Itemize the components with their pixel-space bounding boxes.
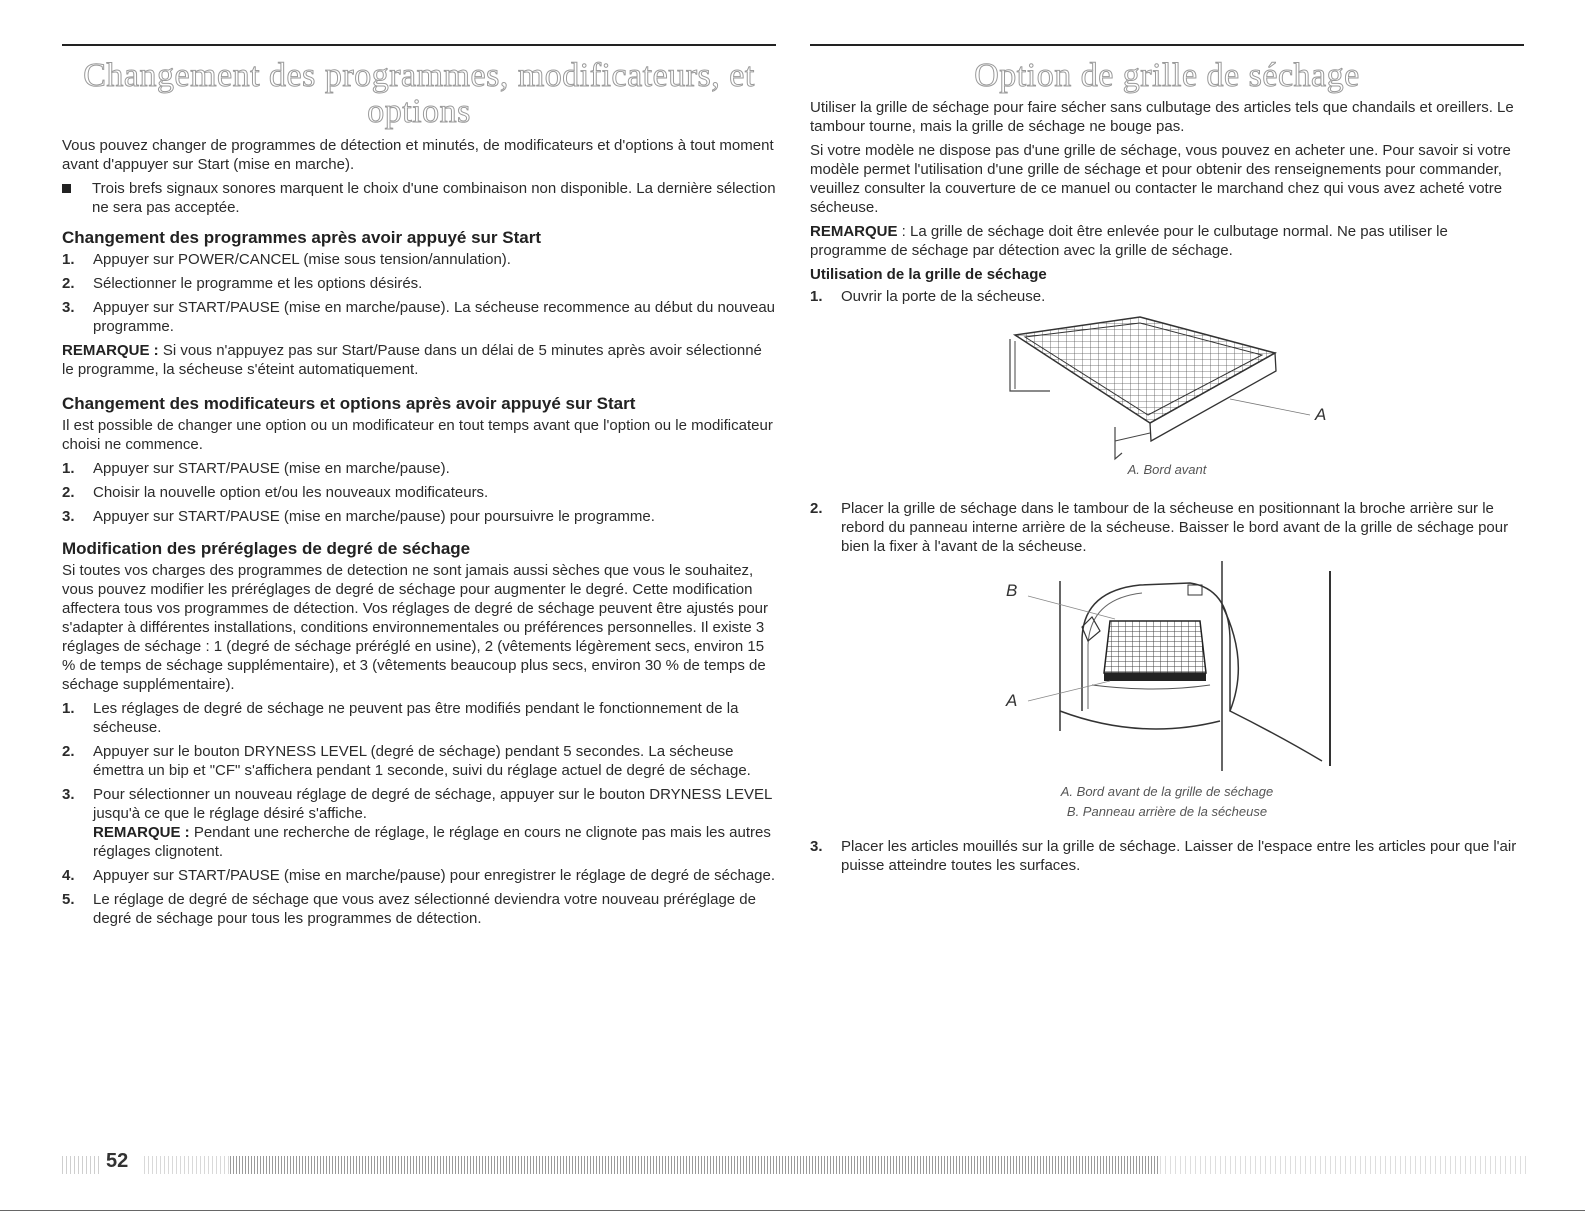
step-text: Ouvrir la porte de la sécheuse. [841, 288, 1046, 305]
page-title: Changement des programmes, modificateurs, et options [83, 57, 755, 130]
intro-paragraph: Vous pouvez changer de programmes de détection et minutés, de modificateurs et d'options à tout moment avant d'appuyer sur Start (mise en marche). [62, 137, 774, 173]
note-text: Si vous n'appuyez pas sur Start/Pause dans un délai de 5 minutes après avoir sélectionné le programme, la sécheuse s'éteint automatiquement. [62, 342, 762, 378]
step-list [810, 837, 1524, 875]
rack-in-dryer-illustration [810, 561, 1524, 781]
step-text: Appuyer sur START/PAUSE (mise en marche/pause) pour enregistrer le réglage de degré de séchage. [93, 867, 776, 884]
footer-band [144, 1156, 230, 1174]
list-item [62, 274, 776, 293]
step-text: Appuyer sur le bouton DRYNESS LEVEL (degré de séchage) pendant 5 secondes. La sécheuse émettra un bip et "CF" s'affichera pendant 1 seconde, suivi du réglage actuel de degré de séchage. [93, 743, 751, 779]
list-item [810, 287, 1524, 306]
step-text: Appuyer sur POWER/CANCEL (mise sous tension/annulation). [93, 251, 511, 268]
paragraph: Utiliser la grille de séchage pour faire sécher sans culbutage des articles tels que chandails et oreillers. Le tambour tourne, mais la grille de séchage ne bouge pas. [810, 99, 1514, 135]
step-number: 4. [62, 867, 75, 884]
note-paragraph [810, 222, 1524, 260]
section-heading: Changement des programmes après avoir appuyé sur Start [62, 228, 541, 247]
note-text: : La grille de séchage doit être enlevée pour le culbutage normal. Ne pas utiliser le programme de séchage par détection avec la grille de séchage. [810, 223, 1448, 259]
bottom-rule [0, 1210, 1585, 1211]
section-intro: Il est possible de changer une option ou un modificateur en tout temps avant que l'option ou le modificateur choisi ne commence. [62, 417, 773, 453]
step-number: 3. [810, 838, 823, 855]
section-rule [810, 44, 1524, 46]
bullet-text: Trois brefs signaux sonores marquent le choix d'une combinaison non disponible. La dernière sélection ne sera pas acceptée. [92, 180, 776, 216]
step-text: Le réglage de degré de séchage que vous avez sélectionné deviendra votre nouveau préréglage de degré de séchage pour tous les programmes de détection. [93, 891, 756, 927]
step-list [810, 287, 1524, 306]
step-text: Les réglages de degré de séchage ne peuvent pas être modifiés pendant le fonctionnement de la sécheuse. [93, 700, 739, 736]
list-item [62, 699, 776, 737]
square-bullet-icon [62, 184, 71, 193]
section-heading: Modification des préréglages de degré de séchage [62, 539, 471, 558]
list-item [62, 483, 776, 502]
footer-band [62, 1156, 102, 1174]
sub-heading: Utilisation de la grille de séchage [810, 266, 1047, 283]
step-text: Appuyer sur START/PAUSE (mise en marche/pause). La sécheuse recommence au début du nouveau programme. [93, 299, 776, 335]
step-number: 1. [62, 700, 75, 717]
list-item [62, 459, 776, 478]
step-number: 1. [62, 251, 75, 268]
left-column [62, 44, 776, 933]
drying-rack-illustration [810, 311, 1524, 471]
bullet-item [62, 179, 776, 217]
list-item [62, 785, 776, 861]
figure-label-b: B [1006, 581, 1018, 600]
step-list [62, 459, 776, 526]
step-text: Placer la grille de séchage dans le tambour de la sécheuse en positionnant la broche arrière sur le rebord du panneau interne arrière de la sécheuse. Baisser le bord avant de la grille de séchage pour bien la fixer à l'avant de la sécheuse. [841, 500, 1509, 555]
figure-caption: A. Bord avant de la grille de séchage [1060, 784, 1274, 799]
step-number: 2. [62, 743, 75, 760]
note-paragraph [62, 341, 776, 379]
step-text: Appuyer sur START/PAUSE (mise en marche/pause). [93, 460, 450, 477]
page-footer [62, 1150, 1502, 1180]
section-rule [62, 44, 776, 46]
step-number: 2. [62, 484, 75, 501]
page-number: 52 [106, 1150, 129, 1172]
step-number: 2. [62, 275, 75, 292]
step-list [62, 699, 776, 928]
figure-caption: A. Bord avant [1127, 462, 1207, 477]
note-label: REMARQUE [810, 223, 898, 240]
footer-band [230, 1156, 1160, 1174]
step-text: Sélectionner le programme et les options désirés. [93, 275, 423, 292]
list-item [810, 837, 1524, 875]
step-number: 5. [62, 891, 75, 908]
section-heading: Changement des modificateurs et options après avoir appuyé sur Start [62, 394, 636, 413]
right-column [810, 44, 1524, 880]
list-item [62, 866, 776, 885]
step-text: Pour sélectionner un nouveau réglage de degré de séchage, appuyer sur le bouton DRYNESS LEVEL jusqu'à ce que le réglage désiré s'affiche. [93, 786, 772, 822]
figure-label-a: A [1315, 405, 1327, 424]
list-item [810, 499, 1524, 556]
figure-label-a: A [1006, 691, 1018, 710]
note-text: Pendant une recherche de réglage, le réglage en cours ne clignote pas mais les autres réglages clignotent. [93, 824, 771, 860]
step-list [62, 250, 776, 336]
step-text: Placer les articles mouillés sur la grille de séchage. Laisser de l'espace entre les articles pour que l'air puisse atteindre toutes les surfaces. [841, 838, 1517, 874]
step-text: Choisir la nouvelle option et/ou les nouveaux modificateurs. [93, 484, 489, 501]
step-number: 3. [62, 508, 75, 525]
step-text: Appuyer sur START/PAUSE (mise en marche/pause) pour poursuivre le programme. [93, 508, 655, 525]
section-intro: Si toutes vos charges des programmes de detection ne sont jamais aussi sèches que vous le souhaitez, vous pouvez modifier les préréglages de degré de séchage pour augmenter le degré. Cette modification affectera tous vos programmes de détection. Vos réglages de degré de séchage peuvent être ajustés pour s'adapter à différentes installations, conditions environnementales ou préférences personnelles. Il existe 3 réglages de séchage : 1 (degré de séchage préréglé en usine), 2 (vêtements légèrement secs, environ 15 % de temps de séchage supplémentaire), et 3 (vêtements beaucoup plus secs, environ 30 % de temps de séchage supplémentaire). [62, 562, 769, 693]
note-label: REMARQUE : [93, 824, 190, 841]
drying-rack-figure [810, 311, 1524, 499]
list-item [62, 507, 776, 526]
step-number: 3. [62, 299, 75, 316]
list-item [62, 742, 776, 780]
step-number: 2. [810, 500, 823, 517]
step-number: 1. [810, 288, 823, 305]
footer-band [1160, 1156, 1530, 1174]
note-label: REMARQUE : [62, 342, 159, 359]
list-item [62, 890, 776, 928]
figure-caption: B. Panneau arrière de la sécheuse [1066, 804, 1268, 819]
list-item [62, 250, 776, 269]
step-number: 3. [62, 786, 75, 803]
step-number: 1. [62, 460, 75, 477]
list-item [62, 298, 776, 336]
paragraph: Si votre modèle ne dispose pas d'une grille de séchage, vous pouvez en acheter une. Pour savoir si votre modèle permet l'utilisation d'une grille de séchage et pour obtenir des renseignements pour commander, veuillez consulter la couverture de ce manuel ou contacter le marchand chez qui vous avez acheté votre sécheuse. [810, 142, 1511, 216]
step-list [810, 499, 1524, 556]
rack-in-dryer-figure [810, 561, 1524, 837]
page-title: Option de grille de séchage [974, 57, 1360, 94]
